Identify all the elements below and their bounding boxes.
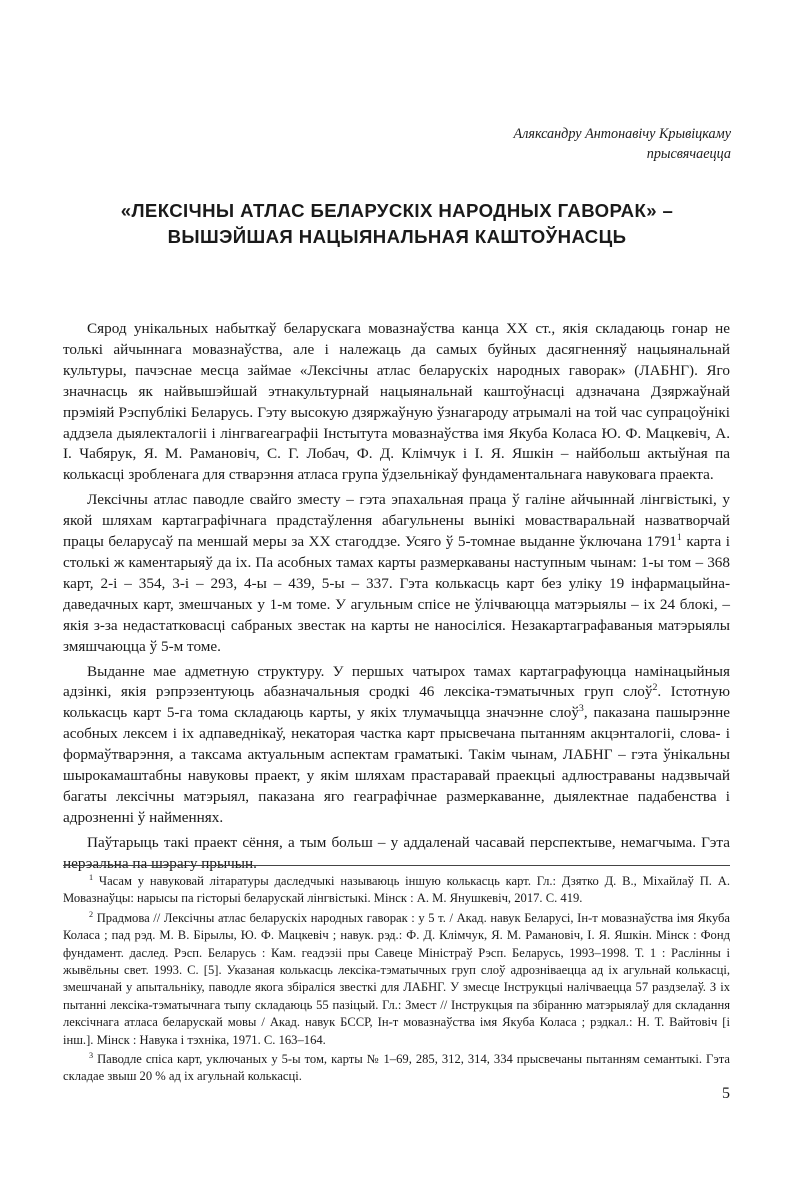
page-number: 5 [722,1085,730,1102]
article-body [63,319,730,879]
footnotes-section [63,865,730,1088]
footnote-ref-3[interactable]: 3 [578,703,584,715]
paragraph-3 [63,662,730,829]
footnote-text: Паводле спіса карт, уключаных у 5-ы том, карты № 1–69, 285, 312, 314, 334 прысвечаны пытанням семантыкі. Гэта складае звыш 20 % ад іх агульнай колькасці. [63,1052,730,1084]
paragraph-2-text-a: Лексічны атлас паводле свайго зместу – гэта эпахальная праца ў галіне айчыннай лінгвістыкі, у якой шляхам картаграфічнага прадстаўлення абагульнены вынікі моваствaральнай назватворчай працы беларусаў па меншай меры за XX стагоддзе. Усяго ў 5-томнае выданне ўключана 1791 [63,491,730,551]
article-title [60,198,734,250]
paragraph-2 [63,490,730,657]
footnote-mark: 3 [89,1050,94,1060]
footnote-ref-2[interactable]: 2 [652,682,658,694]
footnote-mark: 1 [89,872,94,882]
paragraph-2-text-b: карта і столькі ж каментарыяў да іх. Па асобных тамах карты размеркаваны наступным чынам: 1-ы том – 368 карт, 2-і – 354, 3-і – 293, 4-ы – 439, 5-ы – 337. Гэта колькасць карт без уліку 19 інфармацыйна-даведачных карт, змешчаных у 1-м томе. У агульным спісе не ўлічваюцца матэрыялы – іх 24 блокі, – якія з-за недастатковасці сабраных звестак на карты не наносіліся. Незакартаграфаваныя матэрыялы змяшчаюцца ў 5-м томе. [63,533,730,655]
dedication [514,124,731,164]
paragraph-4: Паўтарыць такі праект сёння, а тым больш – у аддаленай часавай перспектыве, немагчыма. Гэта нерэальна па шэрагу прычын. [63,833,730,872]
footnote-ref-1[interactable]: 1 [676,532,682,543]
footnote-3 [63,1051,730,1086]
footnote-text: Прадмова // Лексічны атлас беларускіх народных гаворак : у 5 т. / Акад. навук Беларусі, Ін-т мовазнаўства імя Якуба Коласа ; пад рэд. М. В. Бірылы, Ю. Ф. Мацкевіч ; навук. рэд.: Ф. Д. Клімчук, Я. М. Рамановіч, І. Я. Яшкін. Мінск : Фонд фундамент. даслед. Рэсп. Беларусь : Кам. геадэзіі пры Савеце Міністраў Рэсп. Беларусь, 1993–1998. Т. 1 : Раслінны і жывёльны свет. 1993. С. [5]. Указаная колькасць лексіка-тэматычных груп слоў адрозніваецца ад іх агульнай колькасці, змешчанай у апытальніку, паводле якога збіраліся звесткі для ЛАБНГ. У змесце Інструкцыі налічваецца 57 раздзелаў. З іх пытанні лексіка-тэматычнага тыпу складаюць 55 пазіцый. Гл.: Змест // Інструкцыя па збіранню матэрыялаў для складання лексічнага атласа беларускай мовы / Акад. навук БССР, Ін-т мовазнаўства імя Якуба Коласа ; рэдкал.: Н. Т. Вайтовіч [і інш.]. Мінск : Навука і тэхніка, 1971. С. 163–164. [63,910,730,1047]
paragraph-3-text-c: , паказана пашырэнне асобных лексем і іх адпаведнікаў, некаторая частка карт прысвечана пытанням акцэнталогіі, слова- і формаўтварэння, а таксама актуальным аспектам граматыкі. Такім чынам, ЛАБНГ – гэта ўнікальны шырокамаштабны навуковы праект, у якім шляхам прастаравай праекцыі адлюстраваны надзвычай багаты лексічны матэрыял, паказана яго геаграфічнае размеркаванне, дыялектнае падабенства і адрозненні ў найменнях. [63,704,730,826]
paragraph-3-text-a: Выданне мае адметную структуру. У першых чатырох тамах картаграфуюцца намінацыйныя адзінкі, якія рэпрэзентуюць абазначальныя сродкі 46 лексіка-тэматычных груп слоў [63,662,730,701]
footnote-1 [63,873,730,908]
paragraph-3-text-b: . Істотную колькасць карт 5-га тома складаюць карты, у якіх тлумачыцца значэнне слоў [63,683,730,722]
title-line-1: «ЛЕКСІЧНЫ АТЛАС БЕЛАРУСКІХ НАРОДНЫХ ГАВОРАК» – [120,200,674,221]
dedication-name: Аляксандру Антонавічу Крывіцкаму [513,126,731,142]
footnote-text: Часам у навуковай літаратуры даследчыкі называюць іншую колькасць карт. Гл.: Дзятко Д. В., Міхайлаў П. А. Мовазнаўцы: нарысы па гісторыі беларускай лінгвістыкі. Мінск : А. М. Янушкевіч, 2017. С. 419. [63,874,730,906]
footnote-mark: 2 [89,909,94,919]
footnote-2 [63,910,730,1049]
dedication-note: прысвячаецца [646,146,731,162]
title-line-2: ВЫШЭЙШАЯ НАЦЫЯНАЛЬНАЯ КАШТОЎНАСЦЬ [167,226,627,247]
paragraph-1: Сярод унікальных набыткаў беларускага мовазнаўства канца XX ст., якія складаюць гонар не толькі айчыннага мовазнаўства, але і належаць да самых буйных дасягненняў нацыянальнай культуры, пачэснае месца займае «Лексічны атлас беларускіх народных гаворак» (ЛАБНГ). Яго значнасць як найвышэйшай этнакультурнай нацыянальнай каштоўнасці адзначана Дзяржаўнай прэміяй Рэспублікі Беларусь. Гэту высокую дзяржаўную ўзнагароду атрымалі на той час супрацоўнікі аддзела дыялекталогіі і лінгвагеаграфіі Інстытута мовазнаўства імя Якуба Коласа Ю. Ф. Мацкевіч, А. І. Чабярук, Я. М. Рамановіч, С. Г. Лобач, Ф. Д. Клімчук і І. Я. Яшкін – найбольш актыўная па колькасці зробленага для стварэння атласа група ўдзельнікаў фундаментальнага навуковага праекта. [63,320,730,484]
